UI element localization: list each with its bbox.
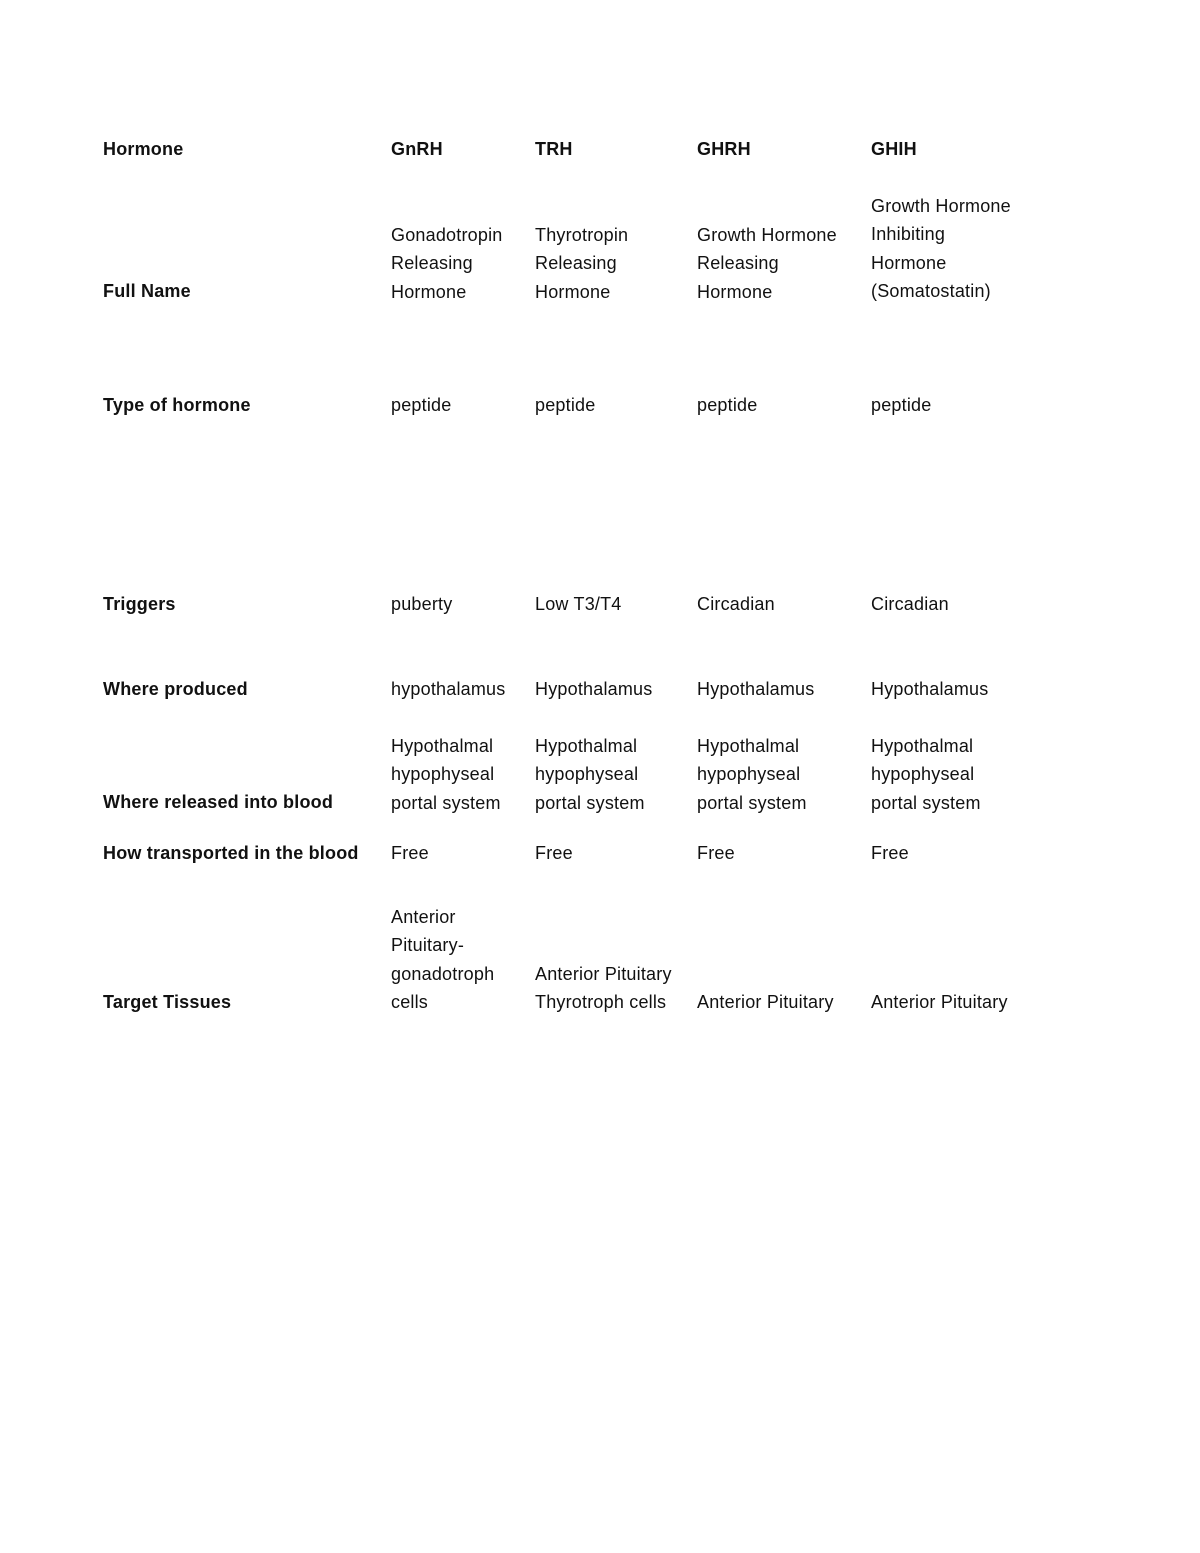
- header-ghih: GHIH: [871, 139, 917, 159]
- released-gnrh: Hypothalmal hypophyseal portal system: [391, 736, 501, 813]
- targets-ghih: Anterior Pituitary: [871, 992, 1008, 1012]
- header-hormone-label: Hormone: [103, 139, 184, 159]
- row-label-type: Type of hormone: [103, 395, 251, 415]
- released-ghrh: Hypothalmal hypophyseal portal system: [697, 736, 807, 813]
- released-trh: Hypothalmal hypophyseal portal system: [535, 736, 645, 813]
- produced-trh: Hypothalamus: [535, 679, 653, 699]
- transport-ghih: Free: [871, 843, 909, 863]
- row-label-triggers: Triggers: [103, 594, 176, 614]
- full-name-ghrh: Growth Hormone Releasing Hormone: [697, 225, 837, 302]
- produced-gnrh: hypothalamus: [391, 679, 506, 699]
- type-trh: peptide: [535, 395, 596, 415]
- full-name-trh: Thyrotropin Releasing Hormone: [535, 225, 629, 302]
- type-ghrh: peptide: [697, 395, 758, 415]
- triggers-gnrh: puberty: [391, 594, 453, 614]
- triggers-ghrh: Circadian: [697, 594, 775, 614]
- transport-trh: Free: [535, 843, 573, 863]
- transport-gnrh: Free: [391, 843, 429, 863]
- type-gnrh: peptide: [391, 395, 452, 415]
- row-label-how-transported: How transported in the blood: [103, 843, 359, 863]
- targets-ghrh: Anterior Pituitary: [697, 992, 834, 1012]
- header-ghrh: GHRH: [697, 139, 751, 159]
- row-label-where-released: Where released into blood: [103, 792, 334, 812]
- row-label-full-name: Full Name: [103, 281, 191, 301]
- produced-ghrh: Hypothalamus: [697, 679, 815, 699]
- triggers-trh: Low T3/T4: [535, 594, 622, 614]
- full-name-ghih: Growth Hormone Inhibiting Hormone (Somatostatin): [871, 196, 1011, 301]
- transport-ghrh: Free: [697, 843, 735, 863]
- targets-trh: Anterior Pituitary Thyrotroph cells: [535, 964, 672, 1013]
- full-name-gnrh: Gonadotropin Releasing Hormone: [391, 225, 503, 302]
- produced-ghih: Hypothalamus: [871, 679, 989, 699]
- row-label-target-tissues: Target Tissues: [103, 992, 232, 1012]
- header-trh: TRH: [535, 139, 573, 159]
- triggers-ghih: Circadian: [871, 594, 949, 614]
- row-label-where-produced: Where produced: [103, 679, 248, 699]
- type-ghih: peptide: [871, 395, 932, 415]
- targets-gnrh: Anterior Pituitary- gonadotroph cells: [391, 907, 495, 1012]
- header-gnrh: GnRH: [391, 139, 443, 159]
- released-ghih: Hypothalmal hypophyseal portal system: [871, 736, 981, 813]
